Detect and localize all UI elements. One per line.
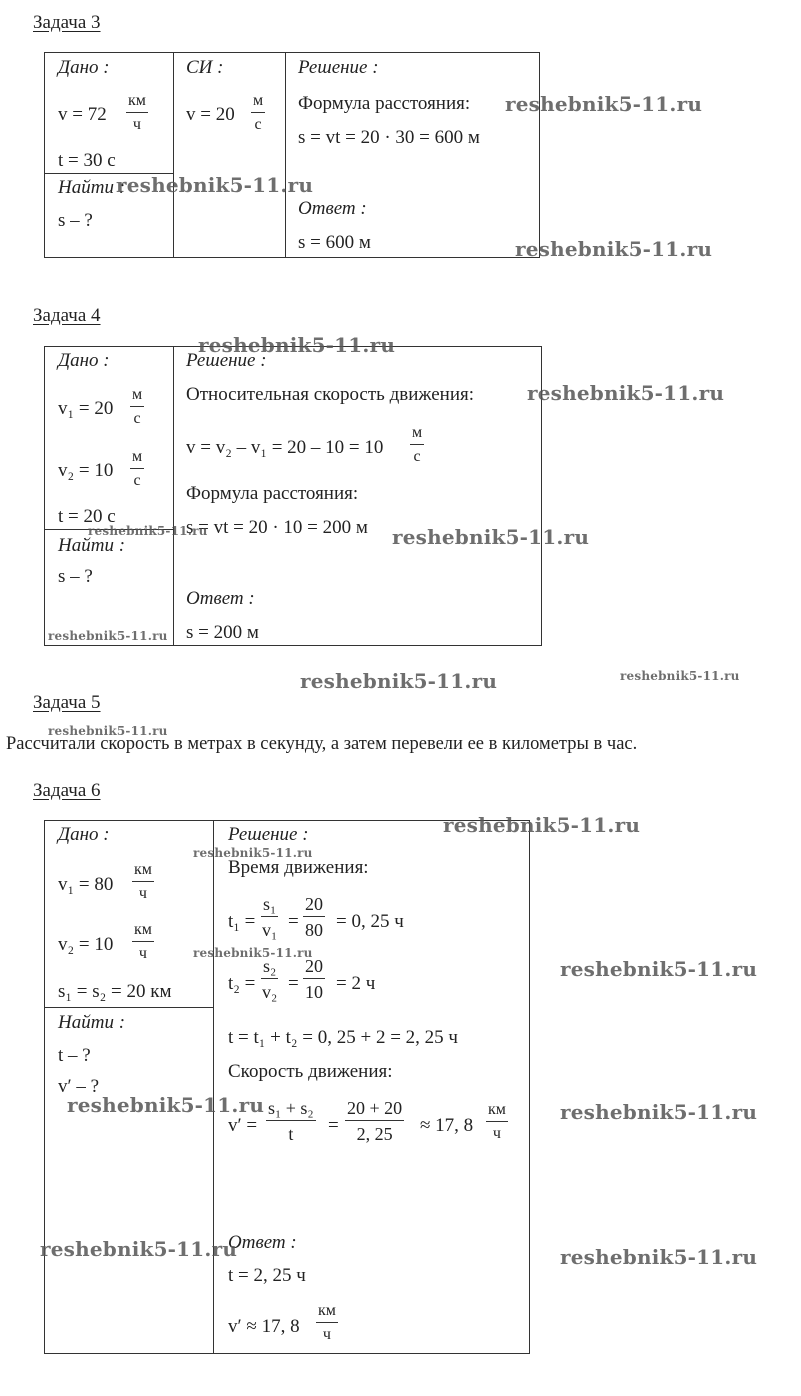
task6-vp-result: ≈ 17, 8 <box>420 1115 474 1136</box>
task4-answer: s = 200 м <box>186 622 259 643</box>
task6-distance: s₁ = s₂ = 20 км <box>58 981 172 1002</box>
task6-answer-v: v′ ≈ 17, 8 <box>228 1316 300 1337</box>
task3-find-s: s – ? <box>58 210 93 231</box>
task6-solution-label: Решение : <box>228 824 309 845</box>
watermark: reshebnik5-11.ru <box>48 629 168 643</box>
task6-t1-frac2: $\frac{20}{80}$ <box>305 894 323 940</box>
watermark: reshebnik5-11.ru <box>40 1237 238 1261</box>
task6-vp-frac1: $\frac{\text{s₁ + s₂}}{t}$ <box>268 1098 314 1144</box>
task4-v1-unit: м с <box>132 386 143 427</box>
task6-title: Задача 6 <box>33 780 101 801</box>
task6-answer-label: Ответ : <box>228 1232 297 1253</box>
task3-formula: s = vt = 20 · 30 = 600 м <box>298 127 480 148</box>
watermark: reshebnik5-11.ru <box>620 669 740 683</box>
task5-title: Задача 5 <box>33 692 101 713</box>
task6-answer-t: t = 2, 25 ч <box>228 1265 306 1286</box>
task6-t1-result: = 0, 25 ч <box>336 911 404 932</box>
watermark: reshebnik5-11.ru <box>560 1245 758 1269</box>
watermark: reshebnik5-11.ru <box>193 946 313 960</box>
task6-v1: v₁ = 80 <box>58 874 114 895</box>
task3-solution-label: Решение : <box>298 57 379 78</box>
task6-find-label: Найти : <box>58 1012 126 1033</box>
watermark: reshebnik5-11.ru <box>527 381 725 405</box>
task4-v1: v₁ = 20 <box>58 398 114 419</box>
watermark: reshebnik5-11.ru <box>560 957 758 981</box>
task6-given-label: Дано : <box>58 824 110 845</box>
task6-speed-label: Скорость движения: <box>228 1061 393 1082</box>
watermark: reshebnik5-11.ru <box>515 237 713 261</box>
task3-si-label: СИ : <box>186 57 224 78</box>
task5-text: Рассчитали скорость в метрах в секунду, а затем перевели ее в километры в час. <box>6 734 638 754</box>
task6-answer-v-unit: км ч <box>318 1302 336 1343</box>
watermark: reshebnik5-11.ru <box>88 524 208 538</box>
task6-t2-result: = 2 ч <box>336 973 376 994</box>
task6-vp-lhs: v′ = <box>228 1115 258 1136</box>
task3-given-label: Дано : <box>58 57 110 78</box>
task3-answer-label: Ответ : <box>298 198 367 219</box>
task4-find-label: Найти : <box>58 535 126 556</box>
task4-formula-label: Формула расстояния: <box>186 483 359 504</box>
task6-time-label: Время движения: <box>228 857 369 878</box>
task6-t2-frac2: $\frac{20}{10}$ <box>305 956 323 1002</box>
task6-t1-eq: = <box>288 911 299 932</box>
watermark: reshebnik5-11.ru <box>300 669 498 693</box>
task4-rel-label: Относительная скорость движения: <box>186 384 475 405</box>
watermark: reshebnik5-11.ru <box>443 813 641 837</box>
task6-v2: v₂ = 10 <box>58 934 114 955</box>
task3-formula-label: Формула расстояния: <box>298 93 471 114</box>
task3-title: Задача 3 <box>33 12 101 33</box>
watermark: reshebnik5-11.ru <box>505 92 703 116</box>
task6-v2-unit: км ч <box>134 921 152 962</box>
task3-table <box>44 52 540 258</box>
watermark: reshebnik5-11.ru <box>198 333 396 357</box>
watermark: reshebnik5-11.ru <box>116 173 314 197</box>
task3-si-speed: v = 20 <box>186 104 235 125</box>
task3-speed-unit: км ч <box>128 92 146 133</box>
task4-answer-label: Ответ : <box>186 588 255 609</box>
task6-t2-lhs: t₂ = <box>228 973 256 994</box>
task3-time: t = 30 с <box>58 150 116 171</box>
task3-si-unit: м с <box>253 92 264 133</box>
task4-v2: v₂ = 10 <box>58 460 114 481</box>
task6-vp-eq: = <box>328 1115 339 1136</box>
task4-time: t = 20 с <box>58 506 116 527</box>
task4-title: Задача 4 <box>33 305 101 326</box>
task6-t1-frac1: $\frac{\text{s₁}}{\text{v₁}}$ <box>262 894 278 940</box>
task3-speed: v = 72 <box>58 104 107 125</box>
task4-rel-formula: v = v₂ – v₁ = 20 – 10 = 10 <box>186 437 384 458</box>
task4-given-label: Дано : <box>58 350 110 371</box>
task6-find-v: v′ – ? <box>58 1076 100 1097</box>
task4-v2-unit: м с <box>132 448 143 489</box>
task6-find-t: t – ? <box>58 1045 91 1066</box>
task3-find-label: Найти : <box>58 177 126 198</box>
watermark: reshebnik5-11.ru <box>67 1093 265 1117</box>
task4-solution-label: Решение : <box>186 350 267 371</box>
task6-t-sum: t = t₁ + t₂ = 0, 25 + 2 = 2, 25 ч <box>228 1027 458 1048</box>
task6-t2-eq: = <box>288 973 299 994</box>
watermark: reshebnik5-11.ru <box>48 724 168 738</box>
task4-find-s: s – ? <box>58 566 93 587</box>
watermark: reshebnik5-11.ru <box>392 525 590 549</box>
watermark: reshebnik5-11.ru <box>560 1100 758 1124</box>
task6-vp-unit: км ч <box>488 1101 506 1142</box>
task6-t1-lhs: t₁ = <box>228 911 256 932</box>
task6-vp-frac2: $\frac{20 + 20}{2, 25}$ <box>347 1098 403 1144</box>
task3-answer: s = 600 м <box>298 232 371 253</box>
task4-formula: s = vt = 20 · 10 = 200 м <box>186 517 368 538</box>
watermark: reshebnik5-11.ru <box>193 846 313 860</box>
task6-t2-frac1: $\frac{\text{s₂}}{\text{v₂}}$ <box>262 956 278 1002</box>
task4-rel-unit: м с <box>412 424 423 465</box>
task6-v1-unit: км ч <box>134 861 152 902</box>
